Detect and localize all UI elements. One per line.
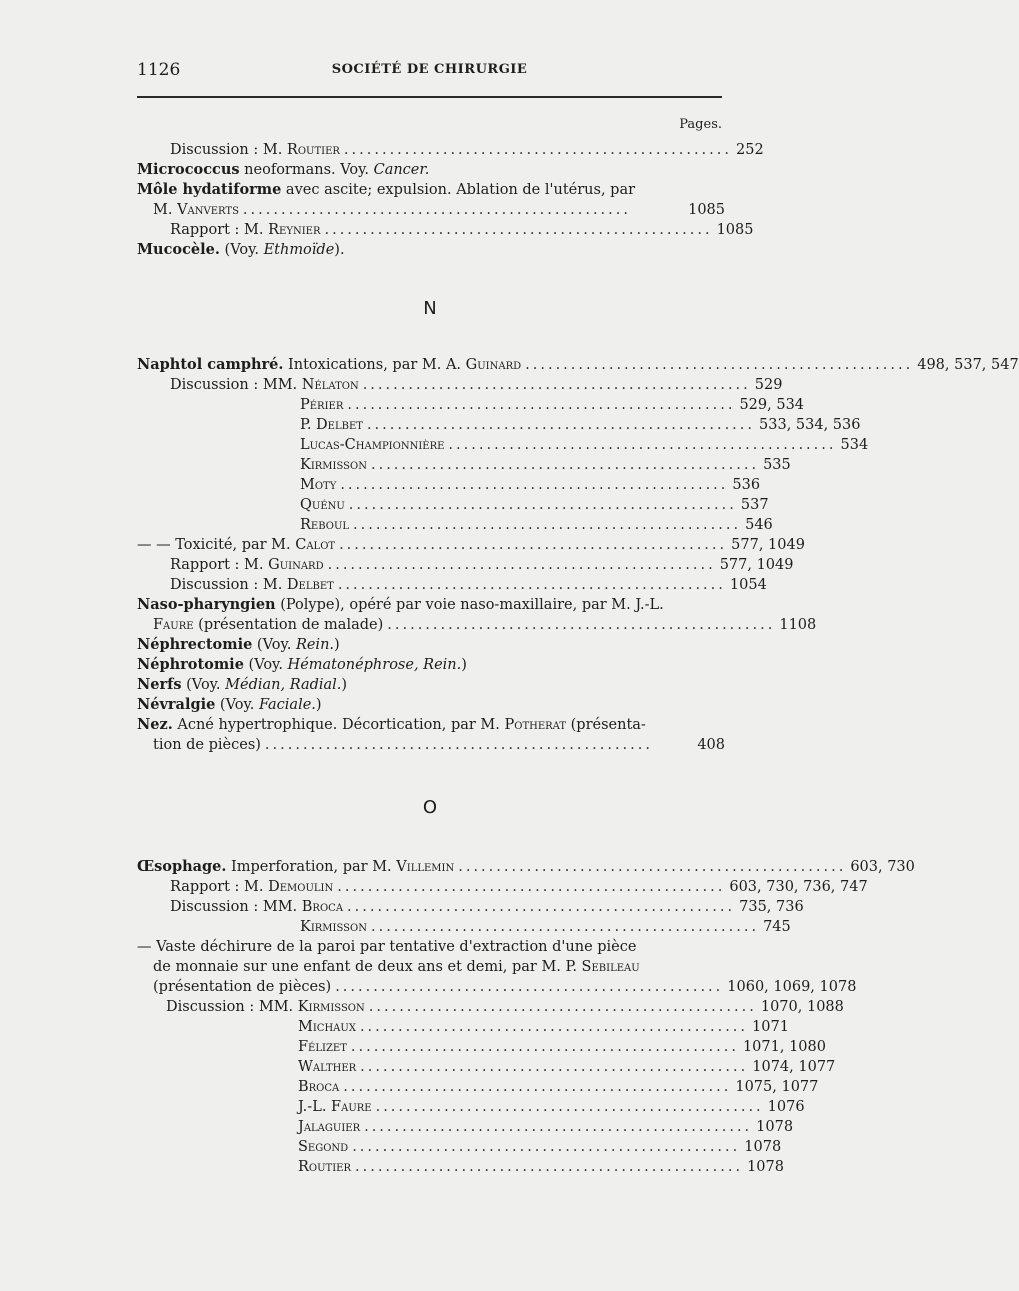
index-entry: Discussion : MM. Broca ................................................... 735, 736: [170, 899, 804, 915]
page-ref: 1085: [688, 202, 725, 218]
page-ref: 735, 736: [739, 899, 804, 915]
index-entry: J.-L. Faure ................................................... 1076: [298, 1099, 805, 1115]
page-ref: 529: [754, 377, 783, 393]
page-ref: 533, 534, 536: [759, 417, 861, 433]
page-ref: 536: [732, 477, 761, 493]
index-entry: Rapport : M. Demoulin ................................................... 603, 730, 736, 747: [170, 879, 868, 895]
index-entry: M. Vanverts ................................................... 1085: [153, 202, 725, 218]
index-entry: Rapport : M. Guinard ................................................... 577, 1049: [170, 557, 794, 573]
page-number: 1126: [137, 60, 181, 80]
index-entry: Discussion : MM. Kirmisson ................................................... 1070, 1088: [166, 999, 844, 1015]
index-entry: Lucas-Championnière ................................................... 534: [300, 437, 869, 453]
page-ref: 546: [745, 517, 773, 533]
header-rule: [137, 96, 722, 98]
index-entry: Reboul ................................................... 546: [300, 517, 773, 533]
page-ref: 1078: [744, 1139, 782, 1155]
index-entry: Œsophage. Imperforation, par M. Villemin ................................................... 603, 730: [137, 858, 915, 875]
index-entry: Michaux ................................................... 1071: [298, 1019, 789, 1035]
index-entry: — — Toxicité, par M. Calot ................................................... 577, 1049: [137, 537, 805, 553]
index-entry: Segond ................................................... 1078: [298, 1139, 782, 1155]
index-entry: Nez. Acné hypertrophique. Décortication, par M. Potherat (présenta-: [137, 716, 646, 733]
section-letter-o: O: [422, 797, 438, 818]
index-entry: tion de pièces) ................................................... 408: [153, 737, 725, 753]
index-entry: Discussion : MM. Nélaton ................................................... 529: [170, 377, 783, 393]
index-entry: Néphrotomie (Voy. Hématonéphrose, Rein.): [137, 656, 467, 673]
page-ref: 529, 534: [739, 397, 805, 413]
page-ref: 1071: [752, 1019, 789, 1035]
page-ref: 537: [740, 497, 769, 513]
page-ref: 1108: [779, 617, 817, 633]
index-entry: Routier ................................................... 1078: [298, 1159, 784, 1175]
page-ref: 498, 537, 547: [917, 357, 1019, 373]
running-title: SOCIÉTÉ DE CHIRURGIE: [331, 62, 528, 77]
index-entry: Discussion : M. Routier ................................................... 252: [170, 142, 764, 158]
index-entry: — Vaste déchirure de la paroi par tentative d'extraction d'une pièce: [137, 939, 637, 955]
index-entry: Broca ................................................... 1075, 1077: [298, 1079, 819, 1095]
index-entry: Môle hydatiforme avec ascite; expulsion. Ablation de l'utérus, par: [137, 181, 636, 198]
page-ref: 1074, 1077: [752, 1059, 836, 1075]
index-entry: de monnaie sur une enfant de deux ans et demi, par M. P. Sebileau: [153, 959, 640, 975]
index-entry: Périer ................................................... 529, 534: [300, 397, 805, 413]
index-entry: (présentation de pièces) ................................................... 1060, 1069, 1078: [153, 979, 857, 995]
page-ref: 534: [840, 437, 869, 453]
page-ref: 577, 1049: [731, 537, 805, 553]
page-ref: 1070, 1088: [760, 999, 844, 1015]
page-ref: 603, 730, 736, 747: [729, 879, 868, 895]
page-ref: 535: [763, 457, 791, 473]
page-ref: 603, 730: [850, 859, 915, 875]
index-entry: Moty ................................................... 536: [300, 477, 761, 493]
index-entry: Mucocèle. (Voy. Ethmoïde).: [137, 241, 345, 258]
page-ref: 1060, 1069, 1078: [727, 979, 857, 995]
index-entry: Discussion : M. Delbet ................................................... 1054: [170, 577, 767, 593]
page-ref: 1085: [716, 222, 754, 238]
index-entry: P. Delbet ................................................... 533, 534, 536: [300, 417, 861, 433]
page-ref: 1078: [756, 1119, 794, 1135]
page-ref: 1071, 1080: [742, 1039, 826, 1055]
index-entry: Micrococcus neoformans. Voy. Cancer.: [137, 161, 430, 178]
page-ref: 1078: [747, 1159, 784, 1175]
index-entry: Félizet ................................................... 1071, 1080: [298, 1039, 826, 1055]
index-entry: Naphtol camphré. Intoxications, par M. A. Guinard ................................................... 498, 537, 547: [137, 356, 1019, 373]
pages-column-label: Pages.: [679, 117, 722, 132]
index-entry: Névralgie (Voy. Faciale.): [137, 696, 322, 713]
page-header: [137, 60, 722, 82]
index-entry: Kirmisson ................................................... 535: [300, 457, 791, 473]
page-ref: 1054: [729, 577, 767, 593]
page-ref: 408: [697, 737, 725, 753]
section-letter-n: N: [423, 298, 437, 319]
page-ref: 745: [763, 919, 791, 935]
page-ref: 1076: [767, 1099, 805, 1115]
index-entry: Naso-pharyngien (Polype), opéré par voie naso-maxillaire, par M. J.-L.: [137, 596, 664, 613]
page-ref: 252: [736, 142, 764, 158]
index-entry: Néphrectomie (Voy. Rein.): [137, 636, 340, 653]
index-entry: Nerfs (Voy. Médian, Radial.): [137, 676, 348, 693]
index-entry: Walther ................................................... 1074, 1077: [298, 1059, 836, 1075]
index-entry: Kirmisson ................................................... 745: [300, 919, 791, 935]
index-entry: Quénu ................................................... 537: [300, 497, 769, 513]
index-entry: Faure (présentation de malade) ................................................... 1108: [153, 617, 817, 633]
index-entry: Rapport : M. Reynier ................................................... 1085: [170, 222, 754, 238]
page-ref: 1075, 1077: [735, 1079, 819, 1095]
index-entry: Jalaguier ................................................... 1078: [298, 1119, 794, 1135]
page-ref: 577, 1049: [719, 557, 794, 573]
